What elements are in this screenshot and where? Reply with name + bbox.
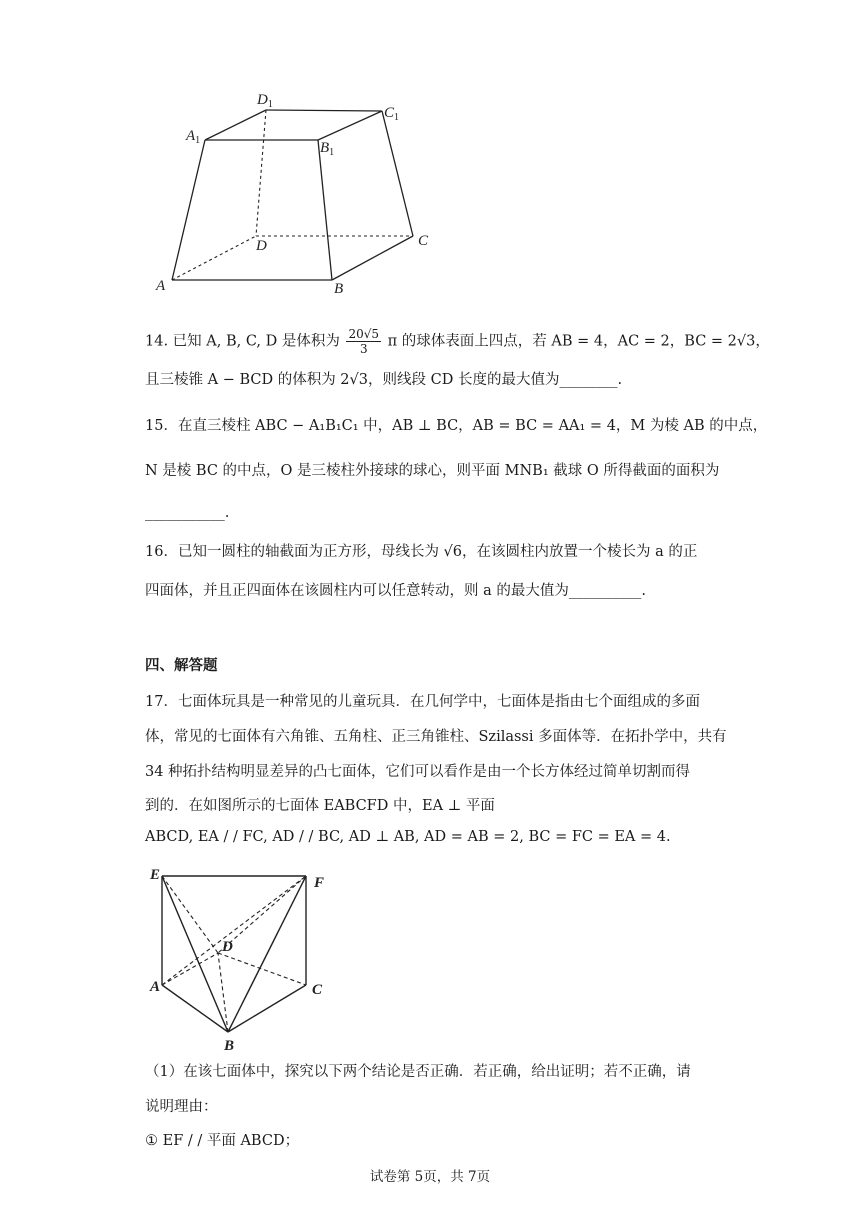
q16-line1: 16．已知一圆柱的轴截面为正方形，母线长为 √6，在该圆柱内放置一个棱长为 a 的正 bbox=[145, 544, 698, 560]
label-C1: C bbox=[384, 105, 395, 121]
q16-line2: 四面体，并且正四面体在该圆柱内可以任意转动，则 a 的最大值为__________. bbox=[145, 583, 646, 599]
q17-sub1-line2: 说明理由： bbox=[145, 1099, 218, 1115]
label-E: E bbox=[150, 867, 161, 883]
q14-fraction bbox=[346, 327, 381, 356]
label-B2: B bbox=[224, 1038, 235, 1054]
label-A1: A bbox=[186, 128, 196, 144]
label-C: C bbox=[418, 233, 429, 249]
svg-text:D1: $D_1$ bbox=[257, 92, 273, 110]
q14-line2: 且三棱锥 A − BCD 的体积为 2√3，则线段 CD 长度的最大值为________. bbox=[145, 372, 623, 388]
label-D1: D bbox=[257, 92, 268, 108]
q15-line2: N 是棱 BC 的中点，O 是三棱柱外接球的球心，则平面 MNB₁ 截球 O 所得截面的面积为 bbox=[145, 463, 720, 479]
svg-text:B1: $B_1$ bbox=[320, 140, 335, 158]
label-C2: C bbox=[312, 982, 323, 998]
q14-frac-num: 20√5 bbox=[348, 327, 380, 341]
q17-item1: ① EF / / 平面 ABCD； bbox=[145, 1133, 300, 1149]
label-D2: D bbox=[222, 939, 233, 955]
q17-line1: 17．七面体玩具是一种常见的儿童玩具．在几何学中，七面体是指由七个面组成的多面 bbox=[145, 694, 700, 710]
q14-line1-a: 14. 已知 A, B, C, D 是体积为 bbox=[145, 333, 340, 350]
label-B1: B bbox=[320, 140, 330, 156]
heptahedron-figure bbox=[140, 862, 340, 1058]
page-footer: 试卷第 5页，共 7页 bbox=[369, 1169, 491, 1185]
section-heading: 四、解答题 bbox=[145, 658, 218, 674]
label-A2: A bbox=[150, 979, 161, 995]
q15-line3: ___________. bbox=[145, 505, 230, 521]
q14-frac-den: 3 bbox=[359, 342, 368, 356]
label-A: A bbox=[156, 278, 166, 294]
svg-text:A1: $A_1$ bbox=[186, 128, 201, 146]
q17-line3: 34 种拓扑结构明显差异的凸七面体，它们可以看作是由一个长方体经过简单切割而得 bbox=[145, 764, 691, 780]
q14-line1 bbox=[145, 327, 770, 356]
label-D: D bbox=[256, 238, 267, 254]
label-F: F bbox=[314, 875, 325, 891]
q15-line1: 15．在直三棱柱 ABC − A₁B₁C₁ 中，AB ⊥ BC，AB = BC = AA₁ = 4，M 为棱 AB 的中点， bbox=[145, 418, 768, 434]
frustum-figure bbox=[150, 88, 440, 298]
q17-sub1-line1: （1）在该七面体中，探究以下两个结论是否正确．若正确，给出证明；若不正确，请 bbox=[145, 1064, 691, 1080]
q17-line2: 体，常见的七面体有六角锥、五角柱、正三角锥柱、Szilassi 多面体等．在拓扑学中，共有 bbox=[145, 729, 727, 745]
label-B: B bbox=[334, 281, 344, 297]
q14-line1-b: π 的球体表面上四点，若 AB = 4，AC = 2，BC = 2√3， bbox=[387, 333, 770, 350]
svg-text:C1: $C_1$ bbox=[384, 105, 400, 123]
q17-line4: 到的．在如图所示的七面体 EABCFD 中，EA ⊥ 平面 bbox=[145, 798, 495, 814]
q17-line5: ABCD, EA / / FC, AD / / BC, AD ⊥ AB, AD = AB = 2, BC = FC = EA = 4. bbox=[145, 829, 671, 845]
